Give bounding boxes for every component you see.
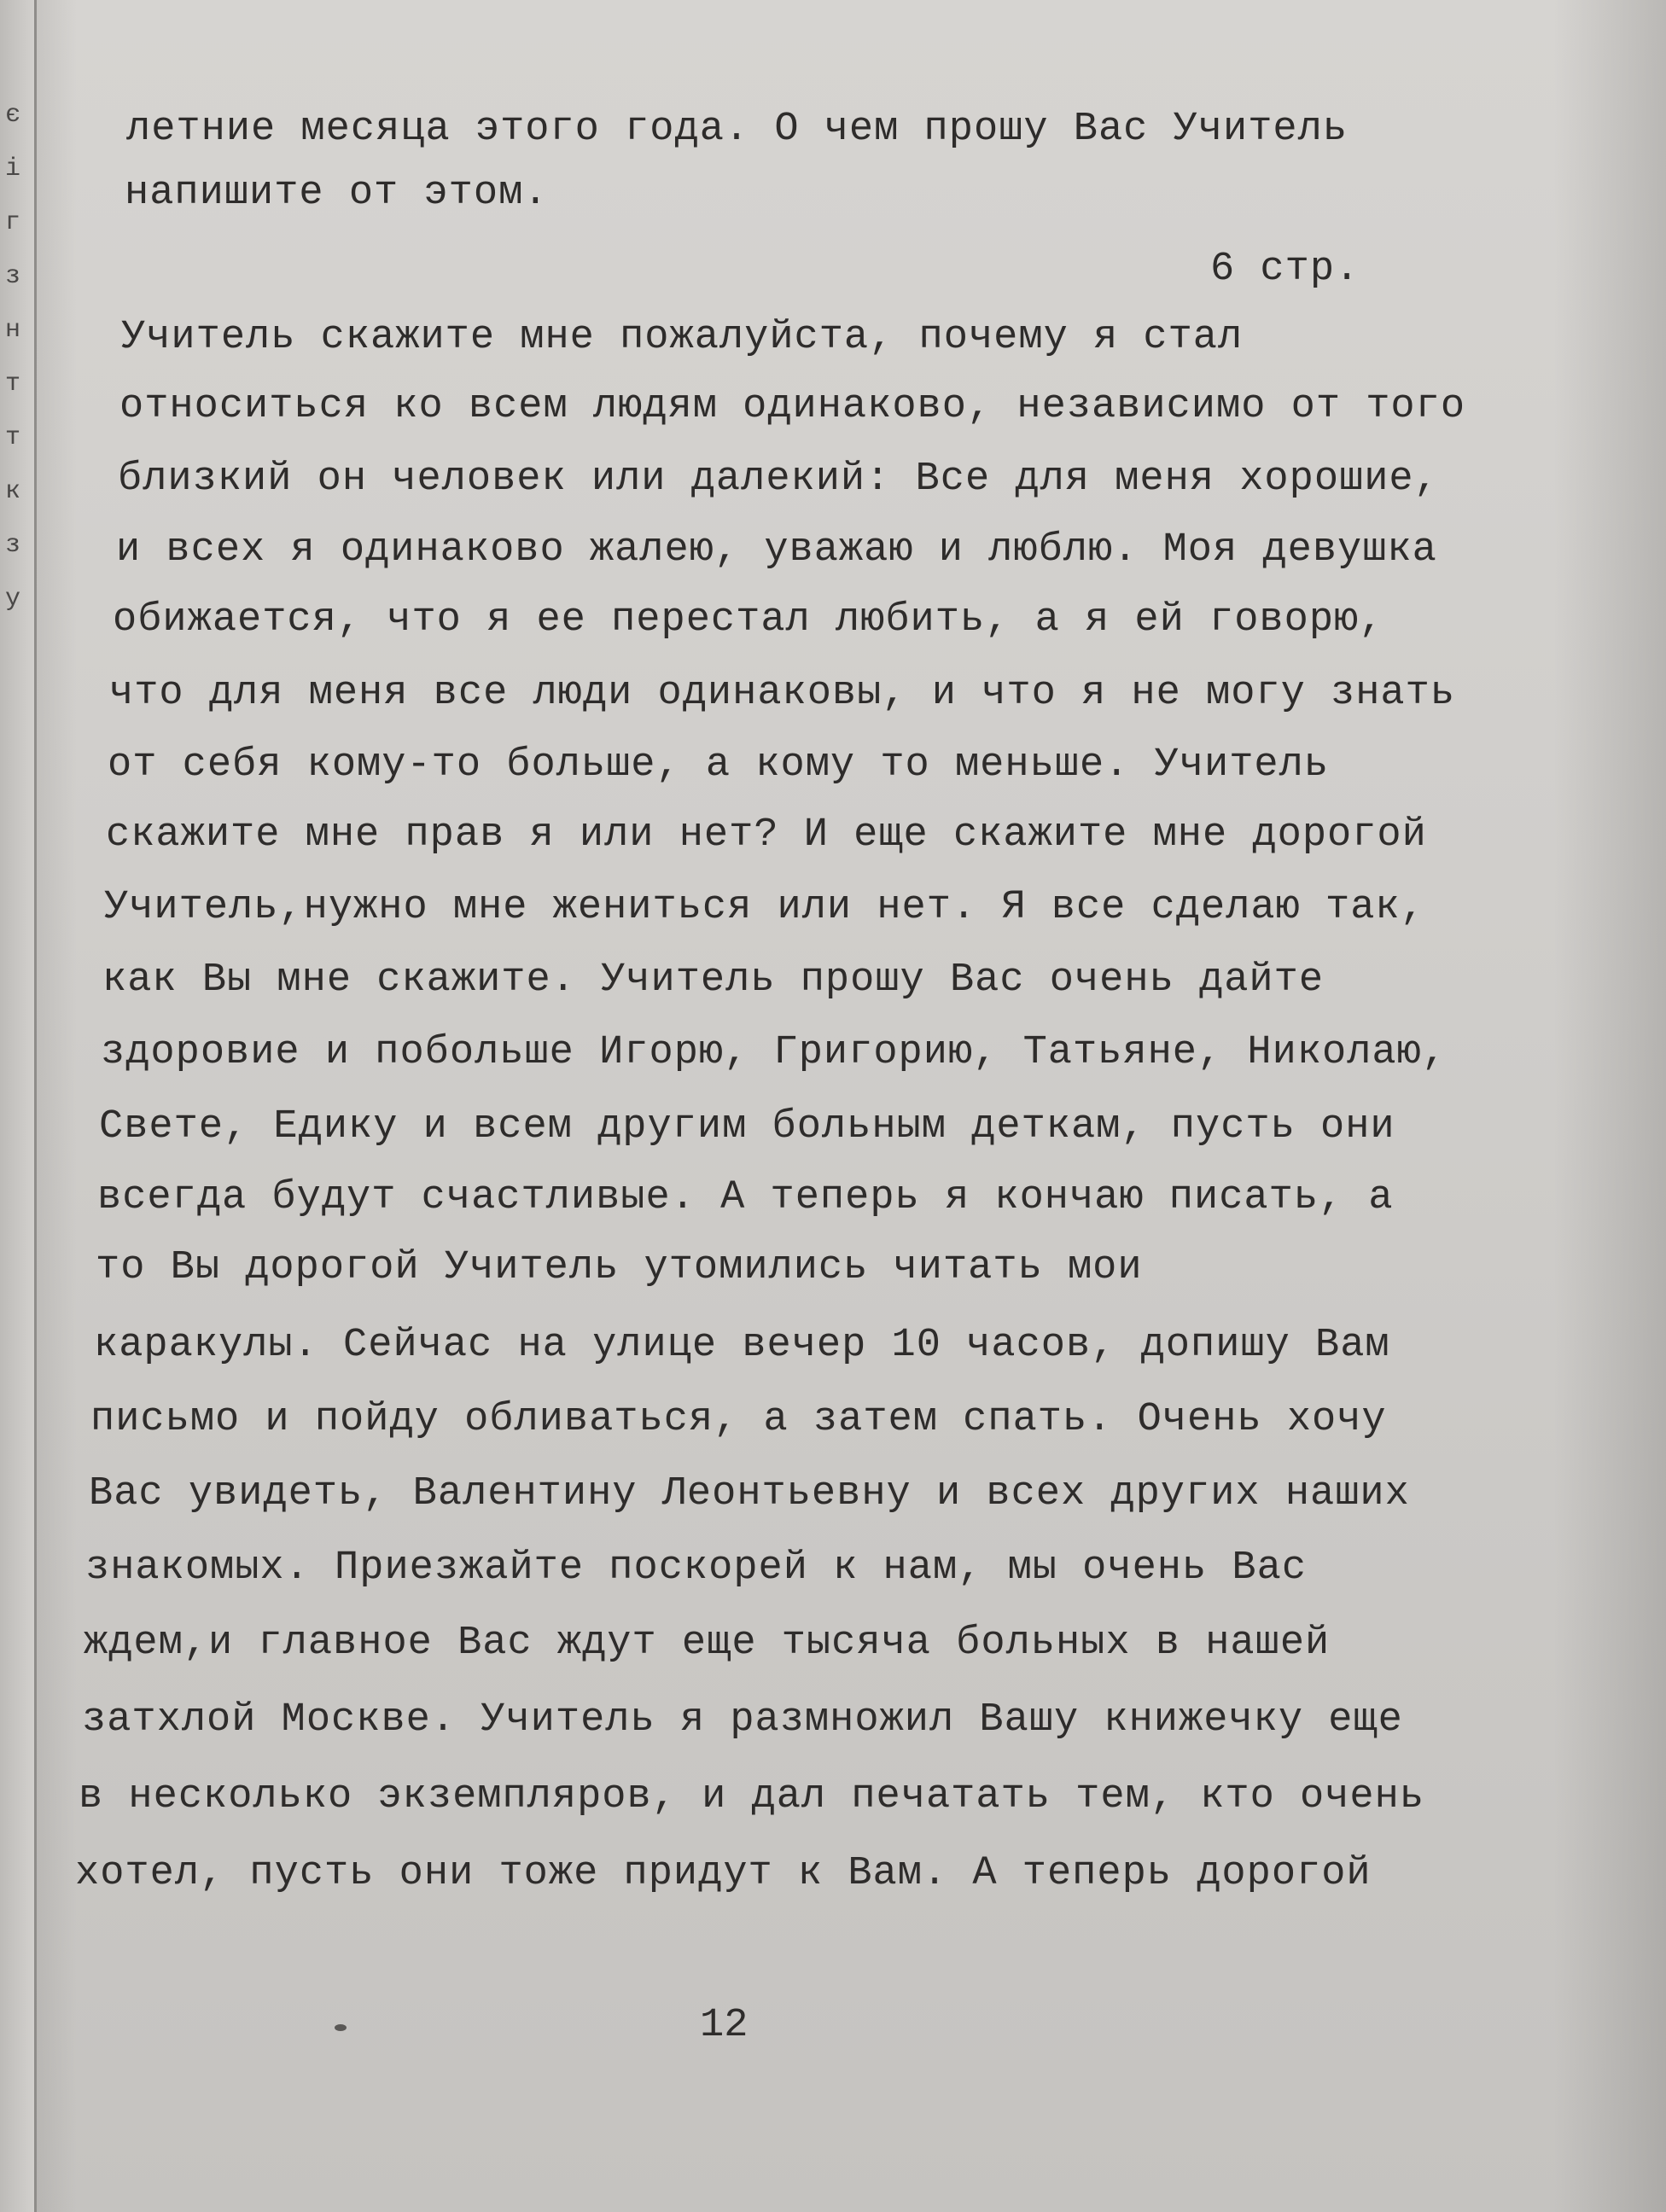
ink-smudge (335, 2024, 347, 2031)
text-line: всегда будут счастливые. А теперь я кончаю писать, а (97, 1175, 1394, 1220)
text-line: обижается, что я ее перестал любить, а я ей говорю, (113, 597, 1384, 643)
text-line: в несколько экземпляров, и дал печатать тем, кто очень (79, 1774, 1425, 1819)
margin-fragment: н (5, 316, 21, 345)
text-line: близкий он человек или далекий: Все для меня хорошие, (118, 457, 1439, 502)
text-line: как Вы мне скажите. Учитель прошу Вас очень дайте (102, 958, 1325, 1003)
margin-fragment: г (5, 208, 21, 237)
text-line: ждем,и главное Вас ждут еще тысяча больных в нашей (84, 1621, 1331, 1666)
text-line: Вас увидеть, Валентину Леонтьевну и всех других наших (89, 1471, 1410, 1516)
text-line: Свете, Едику и всем другим больным деткам, пусть они (99, 1104, 1395, 1150)
text-line: то Вы дорогой Учитель утомились читать мои (96, 1245, 1143, 1290)
margin-fragment: т (5, 370, 21, 399)
margin-fragment: з (5, 262, 21, 291)
text-line: знакомых. Приезжайте поскорей к нам, мы очень Вас (85, 1545, 1308, 1591)
margin-fragment: є (5, 101, 21, 130)
margin-fragment: і (5, 154, 21, 183)
text-line: Учитель скажите мне пожалуйста, почему я стал (121, 315, 1244, 360)
text-line: письмо и пойду обливаться, а затем спать. Очень хочу (90, 1397, 1387, 1442)
text-line: что для меня все люди одинаковы, и что я не могу знать (109, 671, 1456, 716)
text-line: хотел, пусть они тоже придут к Вам. А теперь дорогой (75, 1851, 1372, 1896)
text-line: и всех я одинаково жалею, уважаю и люблю. Моя девушка (116, 527, 1437, 573)
text-line: от себя кому-то больше, а кому то меньше. Учитель (108, 742, 1330, 788)
page-marker: 6 стр. (1210, 247, 1360, 292)
margin-fragment: к (5, 477, 21, 506)
margin-fragment: т (5, 423, 21, 452)
text-line: скажите мне прав я или нет? И еще скажите мне дорогой (106, 812, 1427, 858)
page-number: 12 (700, 2003, 749, 2048)
margin-fragment: у (5, 585, 21, 614)
text-line: относиться ко всем людям одинаково, независимо от того (119, 384, 1466, 429)
text-line: напишите от этом. (125, 171, 549, 216)
text-line: затхлой Москве. Учитель я размножил Вашу книжечку еще (82, 1697, 1403, 1743)
text-line: летние месяца этого года. О чем прошу Вас Учитель (126, 107, 1349, 152)
margin-fragment: з (5, 531, 21, 560)
text-line: здоровие и побольше Игорю, Григорию, Татьяне, Николаю, (101, 1030, 1448, 1075)
text-line: Учитель,нужно мне жениться или нет. Я все сделаю так, (104, 885, 1425, 930)
text-line: каракулы. Сейчас на улице вечер 10 часов, допишу Вам (94, 1323, 1390, 1368)
